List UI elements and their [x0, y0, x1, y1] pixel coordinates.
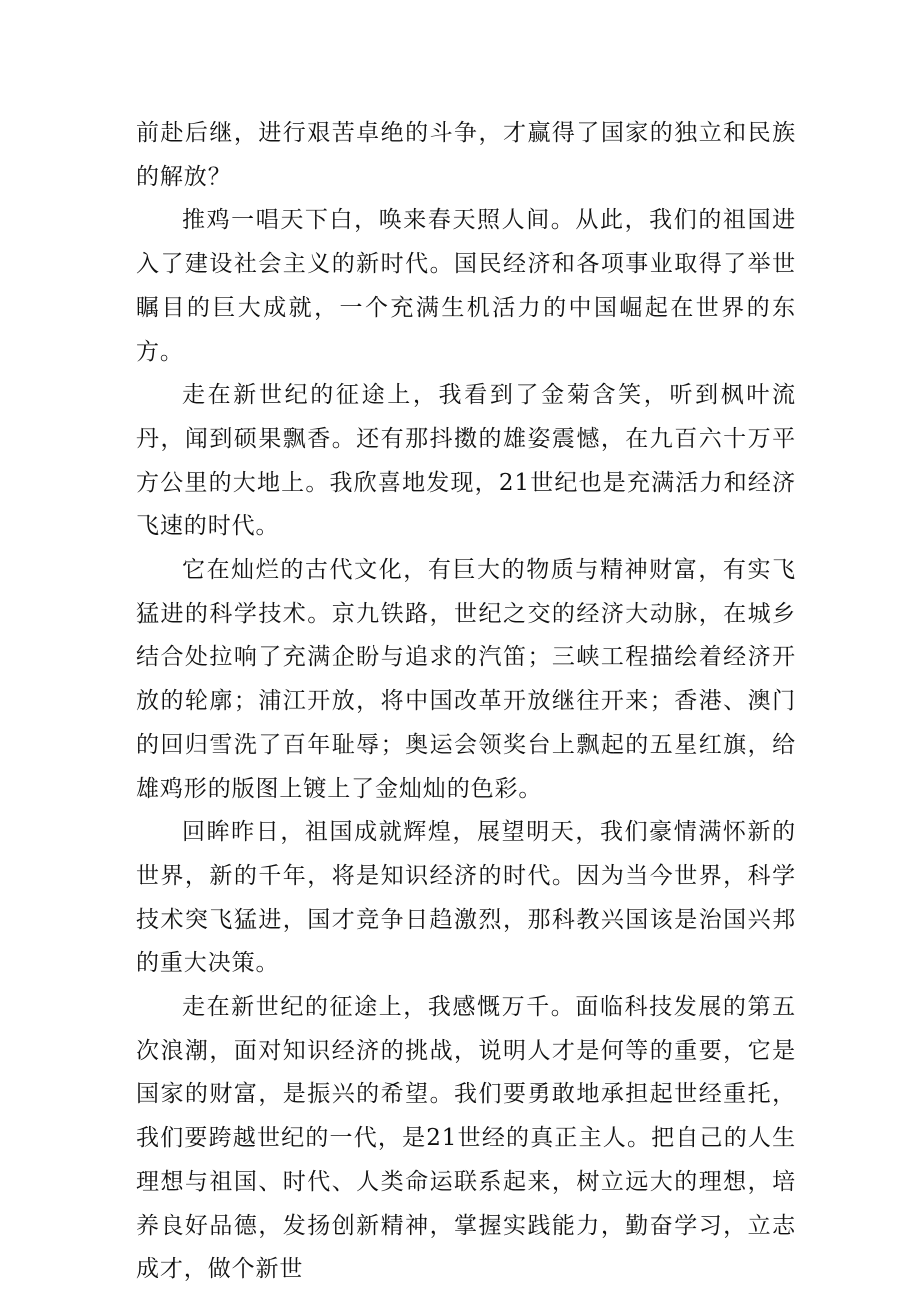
paragraph: 推鸡一唱天下白，唤来春天照人间。从此，我们的祖国进入了建设社会主义的新时代。国民经济和各项事业取得了举世瞩目的巨大成就，一个充满生机活力的中国崛起在世界的东方。	[136, 207, 796, 365]
paragraph: 走在新世纪的征途上，我感慨万千。面临科技发展的第五次浪潮，面对知识经济的挑战，说明人才是何等的重要，它是国家的财富，是振兴的希望。我们要勇敢地承担起世经重托，我们要跨越世纪的一代，是21世经的真正主人。把自己的人生理想与祖国、时代、人类命运联系起来，树立远大的理想，培养良好品德，发扬创新精神，掌握实践能力，勤奋学习，立志成才，做个新世	[136, 994, 796, 1283]
paragraph: 它在灿烂的古代文化，有巨大的物质与精神财富，有实飞猛进的科学技术。京九铁路，世纪之交的经济大动脉，在城乡结合处拉响了充满企盼与追求的汽笛；三峡工程描绘着经济开放的轮廓；浦江开放，将中国改革开放继往开来；香港、澳门的回归雪洗了百年耻辱；奥运会领奖台上飘起的五星红旗，给雄鸡形的版图上镀上了金灿灿的色彩。	[136, 557, 796, 802]
paragraph: 回眸昨日，祖国成就辉煌，展望明天，我们豪情满怀新的世界，新的千年，将是知识经济的时代。因为当今世界，科学技术突飞猛进，国才竞争日趋激烈，那科教兴国该是治国兴邦的重大决策。	[136, 819, 796, 977]
document-body	[136, 112, 796, 1292]
paragraph: 走在新世纪的征途上，我看到了金菊含笑，听到枫叶流丹，闻到硕果飘香。还有那抖擞的雄姿震憾，在九百六十万平方公里的大地上。我欣喜地发现，21世纪也是充满活力和经济飞速的时代。	[136, 382, 796, 540]
paragraph-continued: 前赴后继，进行艰苦卓绝的斗争，才赢得了国家的独立和民族的解放？	[136, 120, 796, 190]
